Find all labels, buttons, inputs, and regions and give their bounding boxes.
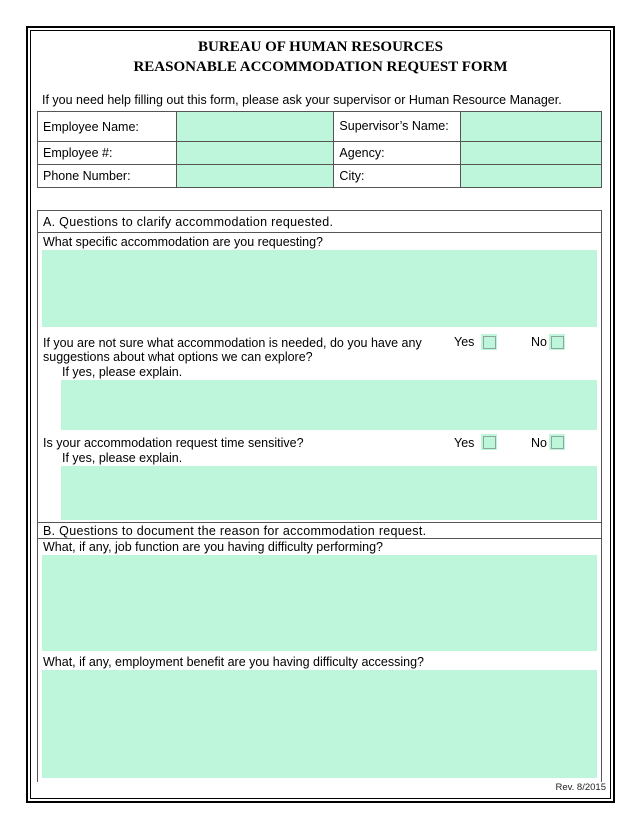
q2-no-checkbox[interactable]	[549, 334, 565, 350]
employee-name-field[interactable]	[176, 112, 334, 142]
phone-number-field[interactable]	[176, 165, 334, 188]
q3-explain-label: If yes, please explain.	[62, 451, 183, 465]
q3-yes-label: Yes	[454, 436, 475, 450]
q2-explain-label: If yes, please explain.	[62, 365, 183, 379]
employee-name-label: Employee Name:	[38, 112, 177, 142]
section-b-question-2: What, if any, employment benefit are you having difficulty accessing?	[43, 655, 424, 669]
employee-info-table	[37, 111, 602, 188]
q2-yes-checkbox[interactable]	[481, 334, 497, 350]
section-a-question-3: Is your accommodation request time sensitive?	[43, 436, 304, 450]
agency-label: Agency:	[334, 142, 461, 165]
q3-explain-field[interactable]	[61, 466, 597, 520]
q2-no-label: No	[531, 335, 547, 349]
employee-number-label: Employee #:	[38, 142, 177, 165]
section-b-divider	[37, 538, 602, 539]
phone-number-label: Phone Number:	[38, 165, 177, 188]
section-a-divider	[37, 232, 602, 233]
job-function-difficulty-field[interactable]	[42, 555, 597, 651]
city-label: City:	[334, 165, 461, 188]
form-title-bureau: BUREAU OF HUMAN RESOURCES	[198, 39, 443, 55]
revision-date: Rev. 8/2015	[555, 782, 606, 793]
section-a-heading: A. Questions to clarify accommodation requested.	[43, 215, 334, 229]
supervisor-name-label: Supervisor’s Name:	[334, 112, 461, 142]
specific-accommodation-field[interactable]	[42, 250, 597, 327]
city-field[interactable]	[461, 165, 602, 188]
intro-instructions: If you need help filling out this form, please ask your supervisor or Human Resource Manager.	[42, 93, 562, 107]
q3-no-checkbox[interactable]	[549, 434, 565, 450]
q3-yes-checkbox[interactable]	[481, 434, 497, 450]
benefit-difficulty-field[interactable]	[42, 670, 597, 778]
employee-number-field[interactable]	[176, 142, 334, 165]
section-b-top-divider	[37, 522, 602, 523]
section-b-heading: B. Questions to document the reason for accommodation request.	[43, 524, 427, 538]
section-a-question-1: What specific accommodation are you requesting?	[43, 235, 324, 249]
section-a-question-2: If you are not sure what accommodation is needed, do you have any suggestions about what options we can explore?	[43, 336, 422, 364]
agency-field[interactable]	[461, 142, 602, 165]
supervisor-name-field[interactable]	[461, 112, 602, 142]
q2-explain-field[interactable]	[61, 380, 597, 430]
form-title-request: REASONABLE ACCOMMODATION REQUEST FORM	[133, 59, 508, 75]
q2-yes-label: Yes	[454, 335, 475, 349]
q3-no-label: No	[531, 436, 547, 450]
section-b-question-1: What, if any, job function are you having difficulty performing?	[43, 540, 383, 554]
